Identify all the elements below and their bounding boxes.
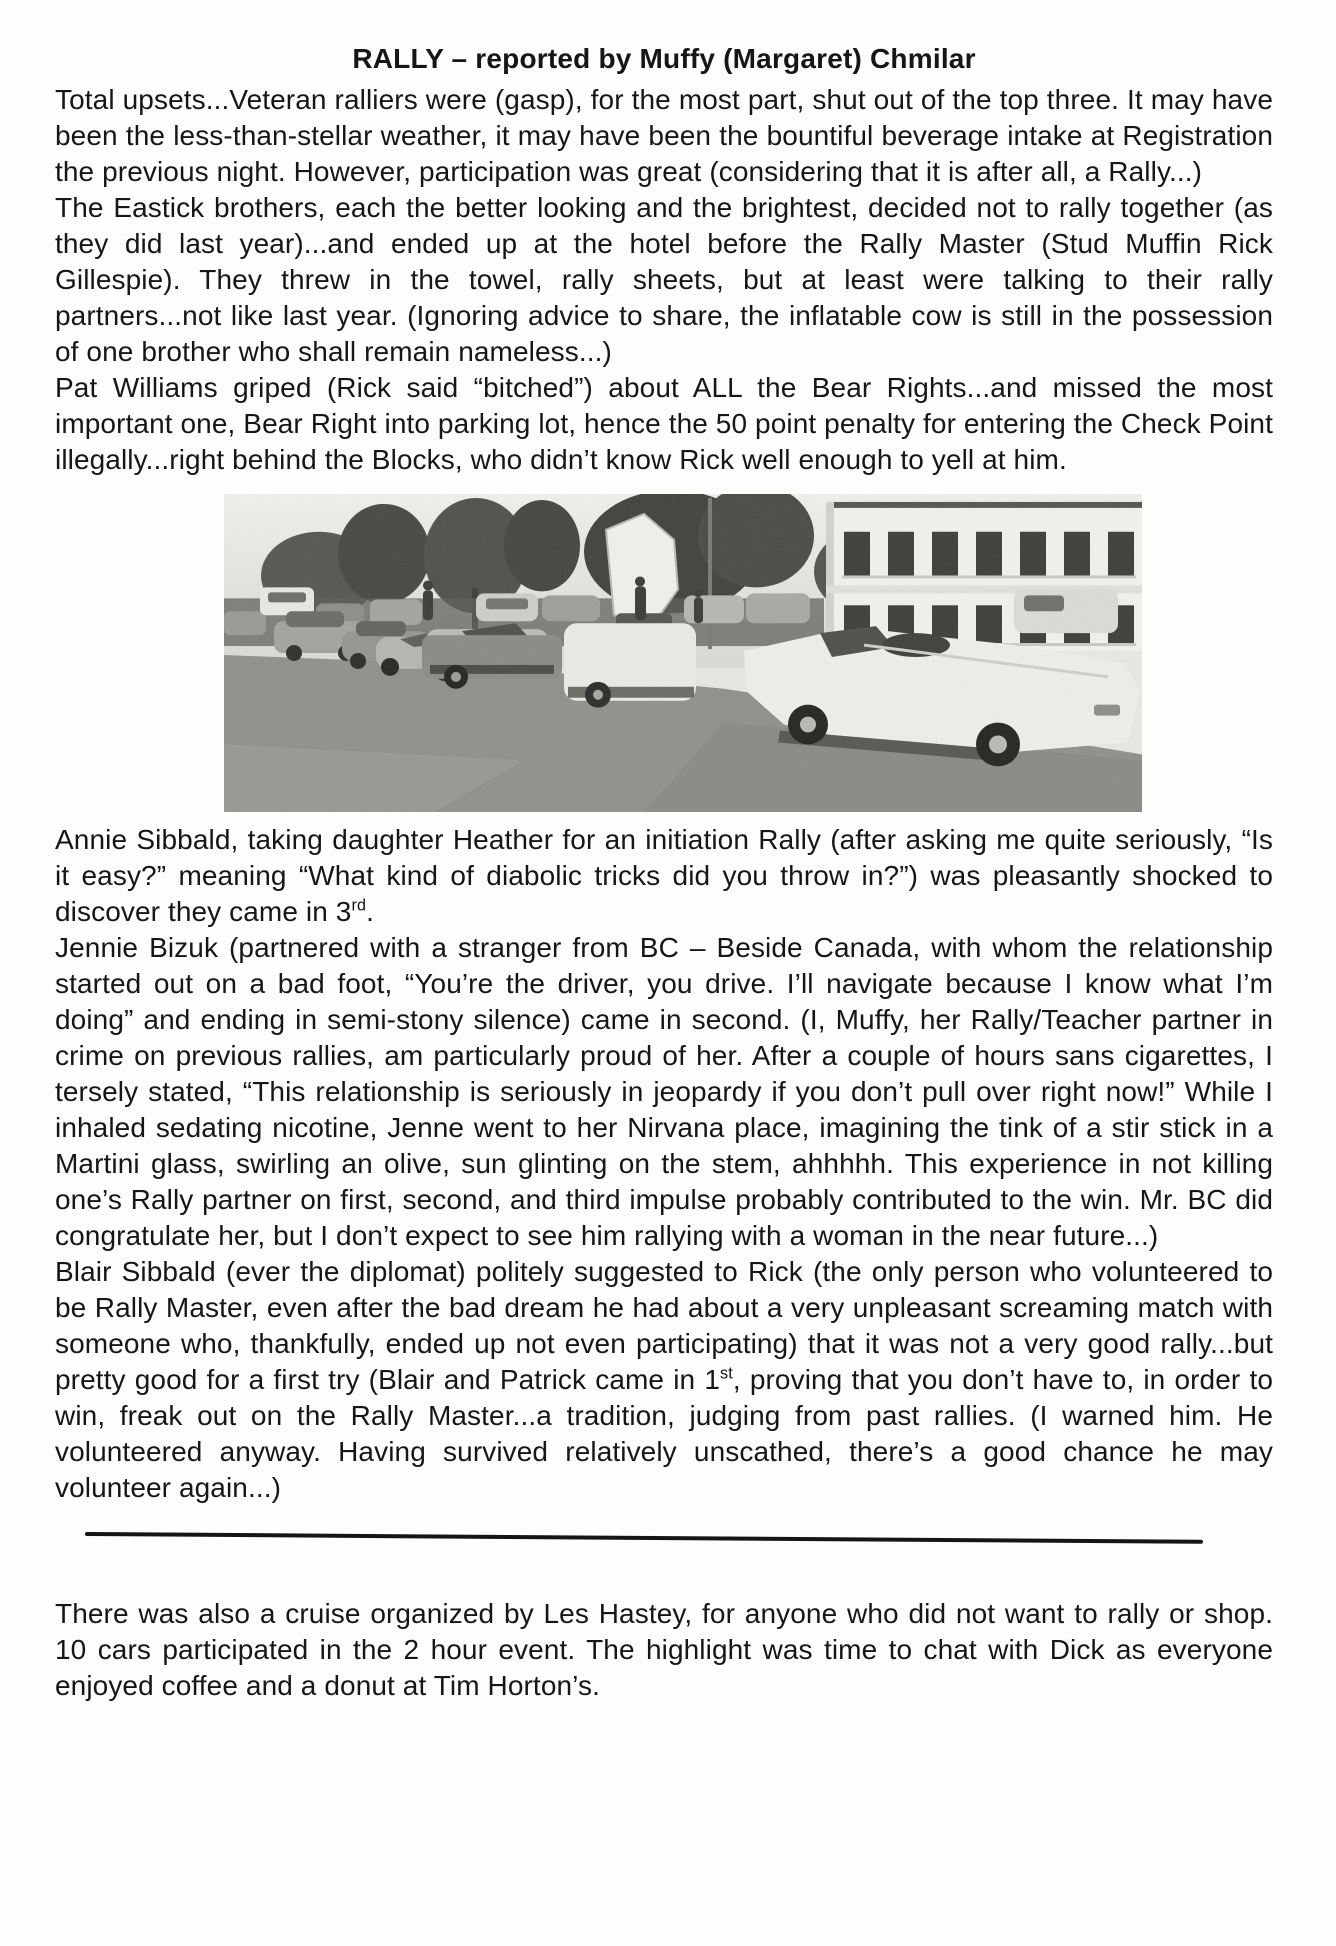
paragraph: Jennie Bizuk (partnered with a stranger from BC – Beside Canada, with whom the relationship started out on a bad foot, “You’re the driver, you drive. I’ll navigate because I know what I’m doing” and ending in semi-stony silence) came in second. (I, Muffy, her Rally/Teacher partner in crime on previous rallies, am particularly proud of her. After a couple of hours sans cigarettes, I tersely stated, “This relationship is seriously in jeopardy if you don’t pull over right now!” While I inhaled sedating nicotine, Jenne went to her Nirvana place, imagining the tink of a stir stick in a Martini glass, swirling an olive, sun glinting on the stem, ahhhhh. This experience in not killing one’s Rally partner on first, second, and third impulse probably contributed to the win. Mr. BC did congratulate her, but I don’t expect to see him rallying with a woman in the near future...)	[55, 932, 1273, 1251]
rally-photo-graphic	[224, 494, 1142, 812]
article-body-top	[55, 82, 1273, 478]
paragraph: Annie Sibbald, taking daughter Heather for an initiation Rally (after asking me quite seriously, “Is it easy?” meaning “What kind of diabolic tricks did you throw in?”) was pleasantly shocked to discover they came in 3rd.	[55, 824, 1273, 927]
rally-photo	[224, 494, 1142, 812]
paragraph: There was also a cruise organized by Les Hastey, for anyone who did not want to rally or shop. 10 cars participated in the 2 hour event. The highlight was time to chat with Dick as everyone enjoyed coffee and a donut at Tim Horton’s.	[55, 1598, 1273, 1701]
article-column	[55, 42, 1273, 1704]
section-divider	[85, 1532, 1203, 1544]
article-body-middle	[55, 822, 1273, 1506]
article-body-bottom	[55, 1596, 1273, 1704]
article-title: RALLY – reported by Muffy (Margaret) Chmilar	[352, 43, 976, 74]
paragraph: Pat Williams griped (Rick said “bitched”) about ALL the Bear Rights...and missed the most important one, Bear Right into parking lot, hence the 50 point penalty for entering the Check Point illegally...right behind the Blocks, who didn’t know Rick well enough to yell at him.	[55, 372, 1273, 475]
photo-grain-overlay	[224, 494, 1142, 812]
paragraph: Total upsets...Veteran ralliers were (gasp), for the most part, shut out of the top three. It may have been the less-than-stellar weather, it may have been the bountiful beverage intake at Registration the previous night. However, participation was great (considering that it is after all, a Rally...)	[55, 84, 1273, 187]
paragraph: The Eastick brothers, each the better looking and the brightest, decided not to rally together (as they did last year)...and ended up at the hotel before the Rally Master (Stud Muffin Rick Gillespie). They threw in the towel, rally sheets, but at least were talking to their rally partners...not like last year. (Ignoring advice to share, the inflatable cow is still in the possession of one brother who shall remain nameless...)	[55, 192, 1273, 367]
paragraph: Blair Sibbald (ever the diplomat) politely suggested to Rick (the only person who volunteered to be Rally Master, even after the bad dream he had about a very unpleasant screaming match with someone who, thankfully, ended up not even participating) that it was not a very good rally...but pretty good for a first try (Blair and Patrick came in 1st, proving that you don’t have to, in order to win, freak out on the Rally Master...a tradition, judging from past rallies. (I warned him. He volunteered anyway. Having survived relatively unscathed, there’s a good chance he may volunteer again...)	[55, 1256, 1273, 1503]
